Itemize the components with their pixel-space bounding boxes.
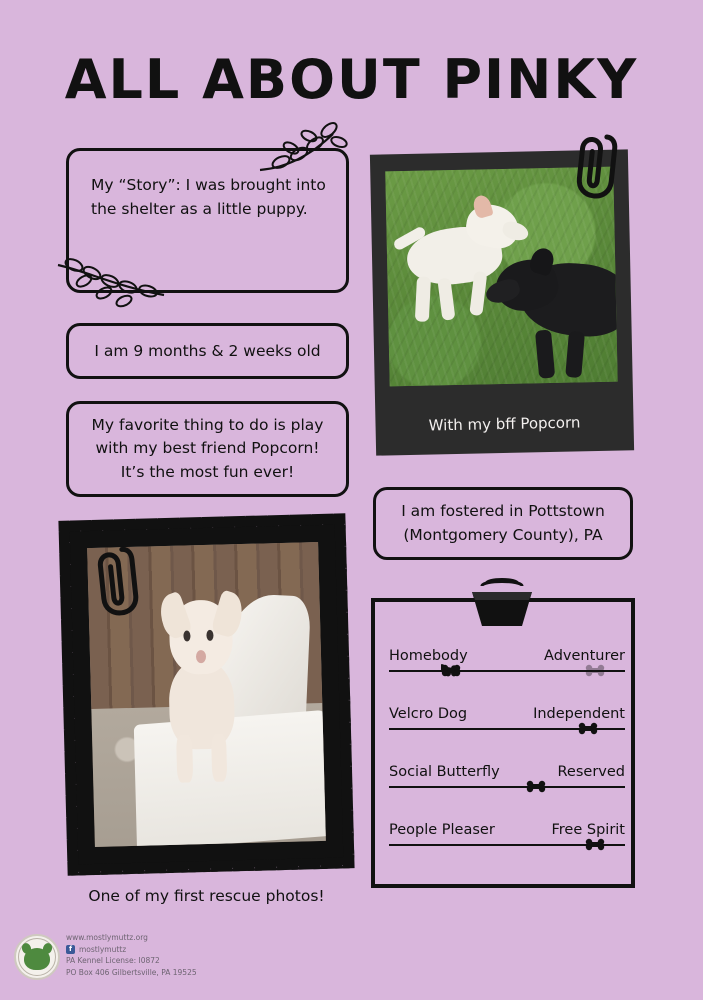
trait-row: [389, 706, 625, 756]
trait-row: [389, 822, 625, 872]
story-text: My “Story”: I was brought into the shelter as a little puppy.: [91, 176, 326, 219]
trait-right-label: Free Spirit: [551, 822, 625, 838]
story-box: [66, 148, 349, 293]
bone-marker-icon: [441, 663, 461, 678]
foster-location-box: [373, 487, 633, 560]
foster-location-text: I am fostered in Pottstown (Montgomery County), PA: [401, 502, 605, 544]
trait-left-label: Homebody: [389, 648, 468, 664]
bone-marker-icon: [578, 721, 598, 736]
bone-marker-icon: [585, 837, 605, 852]
puppy-illustration: [148, 592, 254, 780]
paperclip-icon: [95, 541, 141, 619]
trait-left-label: People Pleaser: [389, 822, 495, 838]
paperclip-icon: [572, 126, 619, 202]
favorite-activity-box: [66, 401, 349, 497]
footer: [10, 926, 340, 986]
polaroid-photo-image: [385, 167, 617, 387]
trait-left-label: Social Butterfly: [389, 764, 500, 780]
age-box: [66, 323, 349, 379]
bone-marker-icon: [585, 663, 605, 678]
personality-panel: [371, 598, 635, 888]
footer-facebook-handle: mostlymuttz: [79, 944, 127, 954]
black-dog-illustration: [491, 253, 618, 386]
footer-text-block: [66, 932, 197, 979]
polaroid-caption: With my bff Popcorn: [428, 413, 581, 435]
trait-scale-line: [389, 728, 625, 730]
trait-scale-line: [389, 786, 625, 788]
trait-right-label: Independent: [533, 706, 625, 722]
footer-address: PO Box 406 Gilbertsville, PA 19525: [66, 967, 197, 977]
organization-logo: [14, 934, 60, 980]
trait-scale-line: [389, 670, 625, 672]
footer-website[interactable]: www.mostlymuttz.org: [66, 933, 148, 942]
trait-row: [389, 648, 625, 698]
trait-scale-line: [389, 844, 625, 846]
trait-row: [389, 764, 625, 814]
favorite-activity-text: My favorite thing to do is play with my best friend Popcorn! It’s the most fun ever!: [91, 416, 324, 481]
trait-right-label: Reserved: [557, 764, 625, 780]
binder-clip-icon: [468, 576, 536, 630]
facebook-icon: f: [66, 945, 75, 954]
rescue-photo-caption: One of my first rescue photos!: [88, 887, 325, 905]
trait-right-label: Adventurer: [544, 648, 625, 664]
page-title: ALL ABOUT PINKY: [64, 48, 639, 111]
bone-marker-icon: [526, 779, 546, 794]
trait-left-label: Velcro Dog: [389, 706, 468, 722]
age-text: I am 9 months & 2 weeks old: [94, 341, 321, 360]
footer-facebook-line[interactable]: [66, 944, 197, 956]
footer-license: PA Kennel License: I0872: [66, 956, 160, 966]
